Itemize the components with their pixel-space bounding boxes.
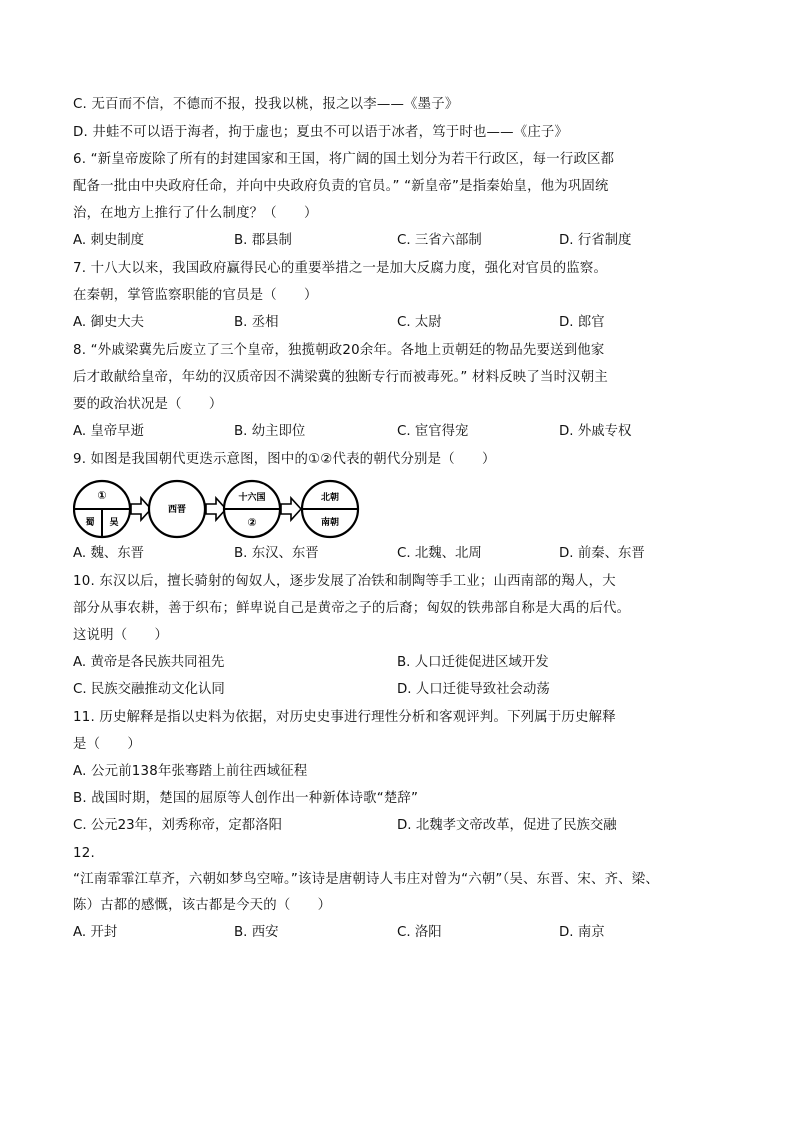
- option-c-text: C. 无百而不信，不德而不报，投我以桃，报之以李——《墨子》: [73, 97, 459, 112]
- circle1-top-label: ①: [97, 489, 107, 502]
- circle4-bottom-label: 南朝: [320, 518, 340, 528]
- q6-option-c: C. 三省六部制: [397, 233, 482, 248]
- q12-stem-2: 陈）古都的感慨，该古都是今天的（ ）: [73, 898, 332, 913]
- q9-option-b: B. 东汉、东晋: [234, 546, 319, 561]
- q7-options: [73, 314, 673, 332]
- q8-option-b: B. 幼主即位: [234, 424, 306, 439]
- circle3-top-label: 十六国: [238, 493, 266, 503]
- q11-stem-1: 11. 历史解释是指以史料为依据，对历史史事进行理性分析和客观评判。下列属于历史解释: [73, 710, 616, 725]
- q11-option-a: A. 公元前138年张骞踏上前往西域征程: [73, 764, 308, 779]
- q12-stem-1: “江南霏霏江草齐，六朝如梦鸟空啼。”该诗是唐朝诗人韦庄对曾为“六朝”（吴、东晋、宋、齐、梁、: [73, 872, 659, 887]
- q7-option-a: A. 御史大夫: [73, 315, 144, 330]
- q12-option-c: C. 洛阳: [397, 925, 442, 940]
- q10-option-d: D. 人口迁徙导致社会动荡: [397, 682, 550, 697]
- q8-stem-3: 要的政治状况是（ ）: [73, 397, 223, 412]
- q7-option-b: B. 丞相: [234, 315, 279, 330]
- q7-option-d: D. 郎官: [559, 315, 605, 330]
- q8-stem-1: 8. “外戚梁冀先后废立了三个皇帝，独揽朝政20余年。各地上贡朝廷的物品先要送到他家: [73, 343, 605, 358]
- q10-option-c: C. 民族交融推动文化认同: [73, 682, 225, 697]
- q6-stem-3: 治，在地方上推行了什么制度？（ ）: [73, 206, 318, 221]
- q6-option-b: B. 郡县制: [234, 233, 292, 248]
- q6-stem-1: 6. “新皇帝废除了所有的封建国家和王国，将广阔的国土划分为若干行政区，每一行政区都: [73, 152, 615, 167]
- q12-option-b: B. 西安: [234, 925, 279, 940]
- q9-stem: 9. 如图是我国朝代更迭示意图，图中的①②代表的朝代分别是（ ）: [73, 452, 496, 467]
- q10-stem-3: 这说明（ ）: [73, 628, 169, 643]
- q6-option-d: D. 行省制度: [559, 233, 632, 248]
- circle2-label: 西晋: [167, 505, 187, 515]
- q8-option-a: A. 皇帝早逝: [73, 424, 144, 439]
- arrow-right-icon: [281, 498, 301, 520]
- dynasty-circle-2: [149, 481, 205, 537]
- q8-stem-2: 后才敢献给皇帝，年幼的汉质帝因不满梁冀的独断专行而被毒死。” 材料反映了当时汉朝主: [73, 370, 608, 385]
- q8-options: [73, 423, 673, 441]
- q11-option-d: D. 北魏孝文帝改革，促进了民族交融: [397, 818, 617, 833]
- q6-option-a: A. 刺史制度: [73, 233, 144, 248]
- q7-stem-1: 7. 十八大以来，我国政府赢得民心的重要举措之一是加大反腐力度，强化对官员的监察。: [73, 261, 608, 276]
- q7-stem-2: 在秦朝，掌管监察职能的官员是（ ）: [73, 288, 318, 303]
- q10-stem-2: 部分从事农耕，善于织布；鲜卑说自己是黄帝之子的后裔；匈奴的铁弗部自称是大禹的后代。: [73, 601, 631, 616]
- q12-option-d: D. 南京: [559, 925, 605, 940]
- circle1-left-label: 蜀: [85, 518, 95, 528]
- q12-option-a: A. 开封: [73, 925, 118, 940]
- dynasty-succession-diagram: [73, 478, 363, 540]
- circle1-right-label: 吴: [109, 518, 119, 528]
- q9-option-a: A. 魏、东晋: [73, 546, 144, 561]
- option-d-text: D. 井蛙不可以语于海者，拘于虚也；夏虫不可以语于冰者，笃于时也——《庄子》: [73, 125, 569, 140]
- q8-option-d: D. 外戚专权: [559, 424, 632, 439]
- q8-option-c: C. 宦官得宠: [397, 424, 469, 439]
- q10-option-a: A. 黄帝是各民族共同祖先: [73, 655, 225, 670]
- q9-options: [73, 545, 673, 563]
- dynasty-circle-4: [302, 481, 358, 537]
- q10-options-row2: [73, 681, 673, 699]
- q7-option-c: C. 太尉: [397, 315, 442, 330]
- dynasty-circle-3: [224, 481, 280, 537]
- q10-stem-1: 10. 东汉以后，擅长骑射的匈奴人，逐步发展了冶铁和制陶等手工业；山西南部的羯人，大: [73, 574, 616, 589]
- q11-option-c: C. 公元23年，刘秀称帝，定都洛阳: [73, 818, 282, 833]
- q6-options: [73, 232, 673, 250]
- q9-option-c: C. 北魏、北周: [397, 546, 482, 561]
- q12-options: [73, 924, 673, 942]
- q11-option-b: B. 战国时期，楚国的屈原等人创作出一种新体诗歌“楚辞”: [73, 791, 419, 806]
- q10-option-b: B. 人口迁徙促进区域开发: [397, 655, 549, 670]
- circle3-bottom-label: ②: [247, 516, 257, 529]
- dynasty-circle-1: [74, 481, 130, 537]
- q11-stem-2: 是（ ）: [73, 737, 141, 752]
- q10-options-row1: [73, 654, 673, 672]
- q6-stem-2: 配备一批由中央政府任命，并向中央政府负责的官员。” “新皇帝”是指秦始皇，他为巩固统: [73, 179, 609, 194]
- q12-number: 12.: [73, 846, 95, 861]
- q11-options-row: [73, 817, 673, 835]
- q9-option-d: D. 前秦、东晋: [559, 546, 645, 561]
- circle4-top-label: 北朝: [320, 493, 340, 503]
